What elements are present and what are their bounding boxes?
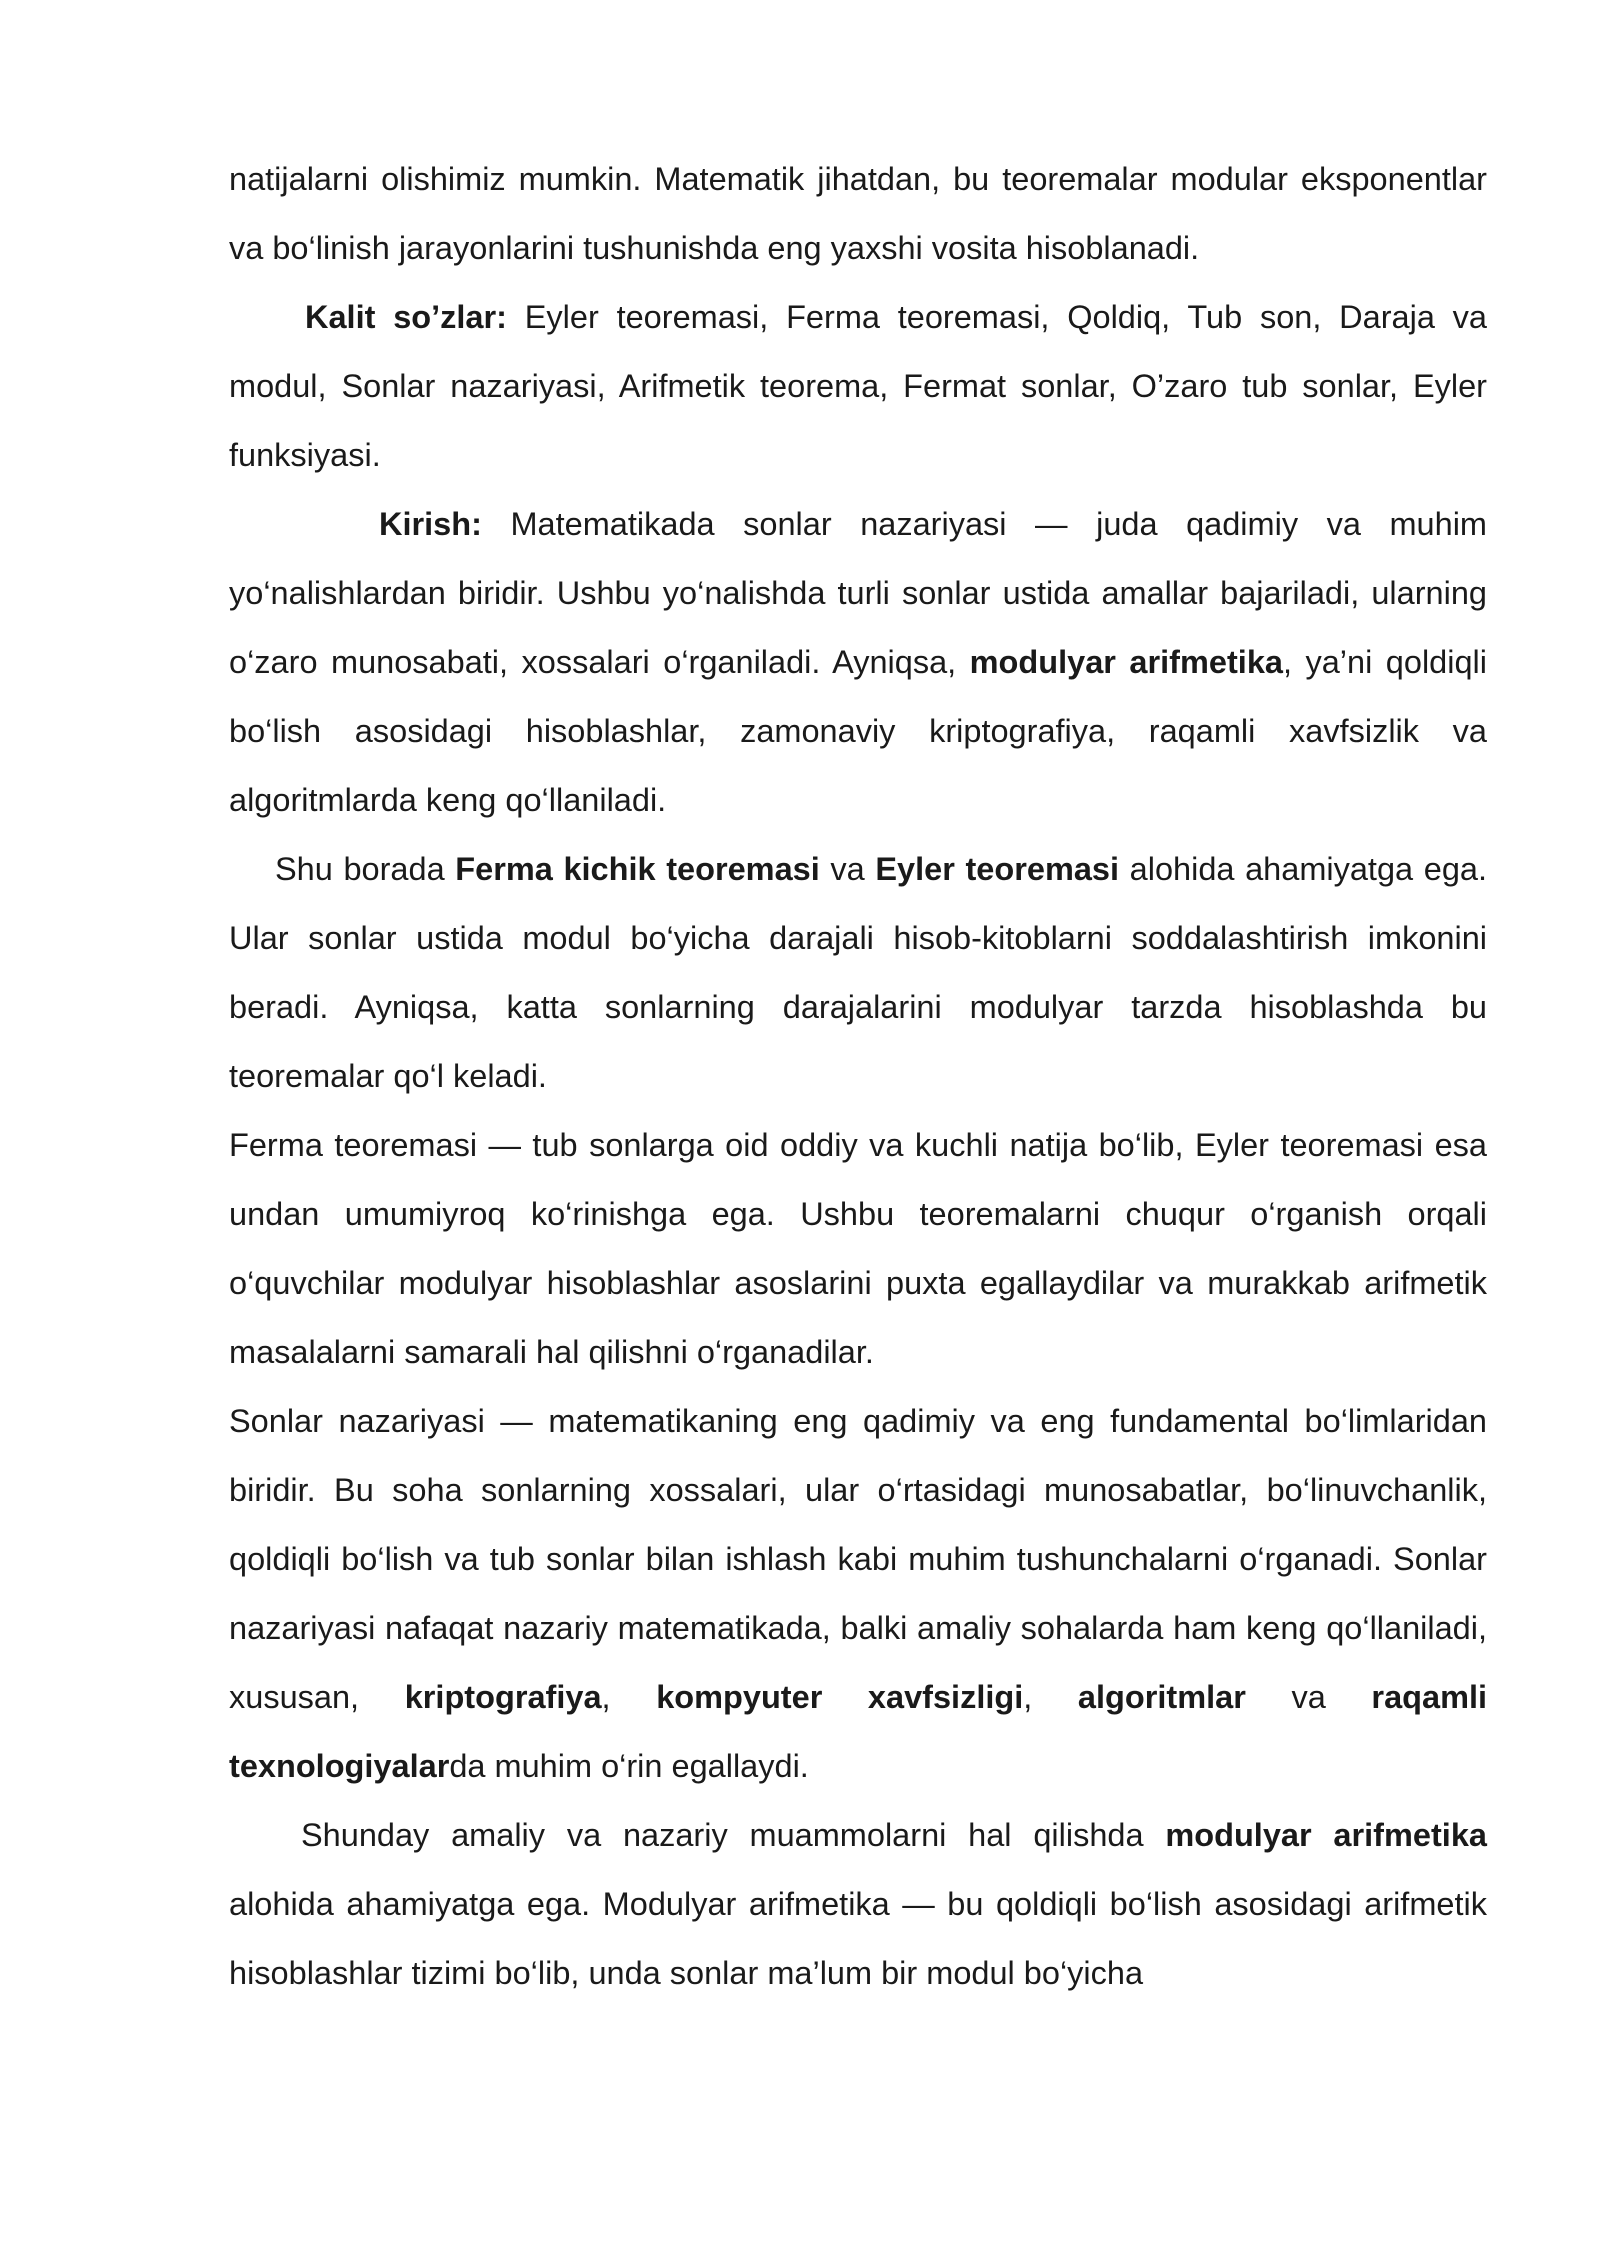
paragraph-fermat-theorem (229, 1111, 1487, 1387)
paragraph-intro-continuation (229, 145, 1487, 283)
text-run: Shunday amaliy va nazariy muammolarni hal qilishda (301, 1817, 1166, 1853)
text-run: va (819, 851, 876, 887)
bold-term: modulyar arifmetika (1165, 1817, 1487, 1853)
text-run: , (1023, 1679, 1078, 1715)
paragraph-modular-arithmetic (229, 1801, 1487, 2008)
bold-term: Ferma kichik teoremasi (455, 851, 820, 887)
keywords-list: Eyler teoremasi, Ferma teoremasi, Qoldiq, Tub son, Daraja va modul, Sonlar nazariyasi, Arifmetik teorema, Fermat sonlar, O’zaro tub sonlar, Eyler funksiyasi. (229, 299, 1487, 473)
text-run: alohida ahamiyatga ega. Modulyar arifmetika — bu qoldiqli bo‘lish asosidagi arifmetik hisoblashlar tizimi bo‘lib, unda sonlar ma’lum bir modul bo‘yicha (229, 1886, 1487, 1991)
bold-term: raqamli texnologiyalar (229, 1679, 1488, 1784)
text-run: , (601, 1679, 657, 1715)
text-run: natijalarni olishimiz mumkin. Matematik jihatdan, bu teoremalar modular eksponentlar va bo‘linish jarayonlarini tushunishda eng yaxshi vosita hisoblanadi. (229, 161, 1487, 266)
text-run: da muhim o‘rin egallaydi. (449, 1748, 809, 1784)
bold-term: algoritmlar (1077, 1679, 1246, 1715)
text-run: va (1245, 1679, 1372, 1715)
paragraph-keywords (229, 283, 1487, 490)
bold-term: kriptografiya (404, 1679, 602, 1715)
text-run: Shu borada (275, 851, 456, 887)
text-run: , ya’ni qoldiqli bo‘lish asosidagi hisoblashlar, zamonaviy kriptografiya, raqamli xavfsizlik va algoritmlarda keng qo‘llaniladi. (229, 644, 1487, 818)
text-run: Ferma teoremasi — tub sonlarga oid oddiy va kuchli natija bo‘lib, Eyler teoremasi esa undan umumiyroq ko‘rinishga ega. Ushbu teoremalarni chuqur o‘rganish orqali o‘quvchilar modulyar hisoblashlar asoslarini puxta egallaydilar va murakkab arifmetik masalalarni samarali hal qilishni o‘rganadilar. (229, 1127, 1487, 1370)
bold-term: kompyuter xavfsizligi (656, 1679, 1024, 1715)
document-body (229, 145, 1487, 2008)
text-run: alohida ahamiyatga ega. Ular sonlar ustida modul bo‘yicha darajali hisob-kitoblarni soddalashtirish imkonini beradi. Ayniqsa, katta sonlarning darajalarini modulyar tarzda hisoblashda bu teoremalar qo‘l keladi. (229, 851, 1487, 1094)
keywords-label: Kalit so’zlar: (305, 299, 507, 335)
paragraph-introduction (229, 490, 1487, 835)
text-run: Sonlar nazariyasi — matematikaning eng qadimiy va eng fundamental bo‘limlaridan biridir. Bu soha sonlarning xossalari, ular o‘rtasidagi munosabatlar, bo‘linuvchanlik, qoldiqli bo‘lish va tub sonlar bilan ishlash kabi muhim tushunchalarni o‘rganadi. Sonlar nazariyasi nafaqat nazariy matematikada, balki amaliy sohalarda ham keng qo‘llaniladi, xususan, (229, 1403, 1487, 1715)
paragraph-number-theory (229, 1387, 1487, 1801)
paragraph-theorems-importance (229, 835, 1487, 1111)
bold-term: Eyler teoremasi (875, 851, 1120, 887)
text-run: Matematikada sonlar nazariyasi — juda qadimiy va muhim yo‘nalishlardan biridir. Ushbu yo‘nalishda turli sonlar ustida amallar bajariladi, ularning o‘zaro munosabati, xossalari o‘rganiladi. Ayniqsa, (229, 506, 1487, 680)
introduction-label: Kirish: (379, 506, 482, 542)
bold-term: modulyar arifmetika (969, 644, 1283, 680)
